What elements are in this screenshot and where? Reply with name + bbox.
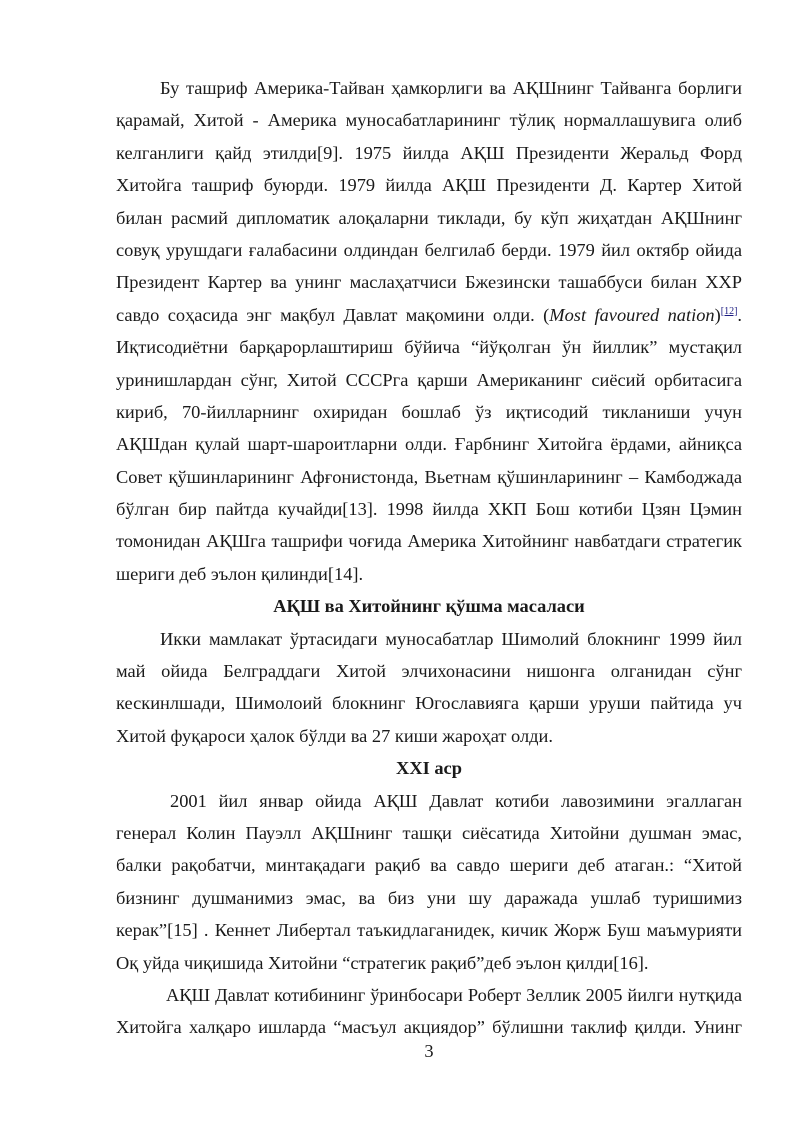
paragraph-line: Бу ташриф Америка-Тайван ҳамкорлиги ва АҚШнинг Тайванга борлиги — [160, 78, 742, 98]
paragraph-line: керак”[15] . Кеннет Либертал таъкидлаганидек, кичик Жорж Буш маъмурияти — [116, 920, 742, 941]
paragraph-line: генерал Колин Пауэлл АҚШнинг ташқи сиёсатида Хитойни душман эмас, — [116, 822, 742, 843]
paragraph-line: АҚШ Давлат котибининг ўринбосари Роберт Зеллик 2005 йилги нутқида — [166, 984, 742, 1005]
paragraph-line: қарамай, Хитой - Америка муносабатларининг тўлиқ нормаллашувига олиб — [116, 110, 742, 131]
paragraph-line: АҚШдан қулай шарт-шароитларни олди. Ғарбнинг Хитойга ёрдами, айниқса — [116, 434, 742, 455]
section-heading: XXI аср — [396, 758, 462, 779]
document-page — [116, 72, 742, 1044]
paragraph-3 — [116, 785, 742, 979]
paragraph-line: Хитой фуқароси ҳалок бўлди ва 27 киши жароҳат олди. — [116, 725, 553, 746]
paragraph-line: балки рақобатчи, минтақадаги рақиб ва савдо шериги деб атаган.: “Хитой — [116, 855, 742, 876]
paragraph-4 — [116, 979, 742, 1044]
paragraph-line: Президент Картер ва унинг маслаҳатчиси Бжезински ташаббуси билан ХХР — [116, 272, 742, 293]
section-heading: АҚШ ва Хитойнинг қўшма масаласи — [273, 596, 585, 617]
paragraph-2 — [116, 623, 742, 753]
paragraph-line: Хитойга халқаро ишларда “масъул акциядор” бўлишни таклиф қилди. Унинг — [116, 1017, 742, 1038]
line-text: ) — [714, 304, 721, 325]
paragraph-line: май ойида Белграддаги Хитой элчихонасини нишонга олганидан сўнг — [116, 661, 742, 682]
paragraph-line: шериги деб эълон қилинди[14]. — [116, 563, 364, 584]
paragraph-line: билан расмий дипломатик алоқаларни тиклади, бу кўп жиҳатдан АҚШнинг — [116, 207, 742, 228]
paragraph-line: Иқтисодиётни барқарорлаштириш бўйича “йўқолган ўн йиллик” мустақил — [116, 337, 742, 358]
paragraph-line: бўлган бир пайтда кучайди[13]. 1998 йилда ХКП Бош котиби Цзян Цэмин — [116, 499, 742, 520]
paragraph-line: Совет қўшинларининг Афғонистонда, Вьетнам қўшинларининг – Камбоджада — [116, 466, 742, 487]
line-text: . — [737, 304, 743, 325]
paragraph-line: кескинлшади, Шимолоий блокнинг Югославияга қарши уруши пайтида уч — [116, 693, 742, 714]
line-text: савдо соҳасида энг мақбул Давлат мақомини олди. ( — [116, 304, 550, 325]
paragraph-line: келганлиги қайд этилди[9]. 1975 йилда АҚШ Президенти Жеральд Форд — [116, 142, 742, 163]
paragraph-line: Хитойга ташриф буюрди. 1979 йилда АҚШ Президенти Д. Картер Хитой — [116, 175, 742, 196]
paragraph-line: кириб, 70-йилларнинг охиридан бошлаб ўз иқтисодий тикланиши учун — [116, 401, 742, 422]
paragraph-line: томонидан АҚШга ташрифи чоғида Америка Хитойнинг навбатдаги стратегик — [116, 531, 742, 552]
paragraph-line: Оқ уйда чиқишида Хитойни “стратегик рақиб”деб эълон қилди[16]. — [116, 952, 649, 973]
paragraph-line: Икки мамлакат ўртасидаги муносабатлар Шимолий блокнинг 1999 йил — [160, 628, 742, 649]
paragraph-line-with-footnote — [116, 299, 742, 331]
paragraph-line: уринишлардан сўнг, Хитой СССРга қарши Американинг сиёсий орбитасига — [116, 369, 742, 390]
paragraph-1 — [116, 72, 742, 590]
paragraph-line: совуқ урушдаги ғалабасини олдиндан белгилаб берди. 1979 йил октябр ойида — [116, 239, 742, 260]
paragraph-line: 2001 йил январ ойида АҚШ Давлат котиби лавозимини эгаллаган — [170, 790, 742, 811]
page-number: 3 — [424, 1041, 434, 1061]
italic-phrase: Most favoured nation — [549, 304, 715, 325]
paragraph-line: бизнинг душманимиз эмас, ва биз уни шу даражада ушлаб туришимиз — [116, 887, 742, 908]
footnote-link[interactable]: [12] — [720, 305, 738, 317]
